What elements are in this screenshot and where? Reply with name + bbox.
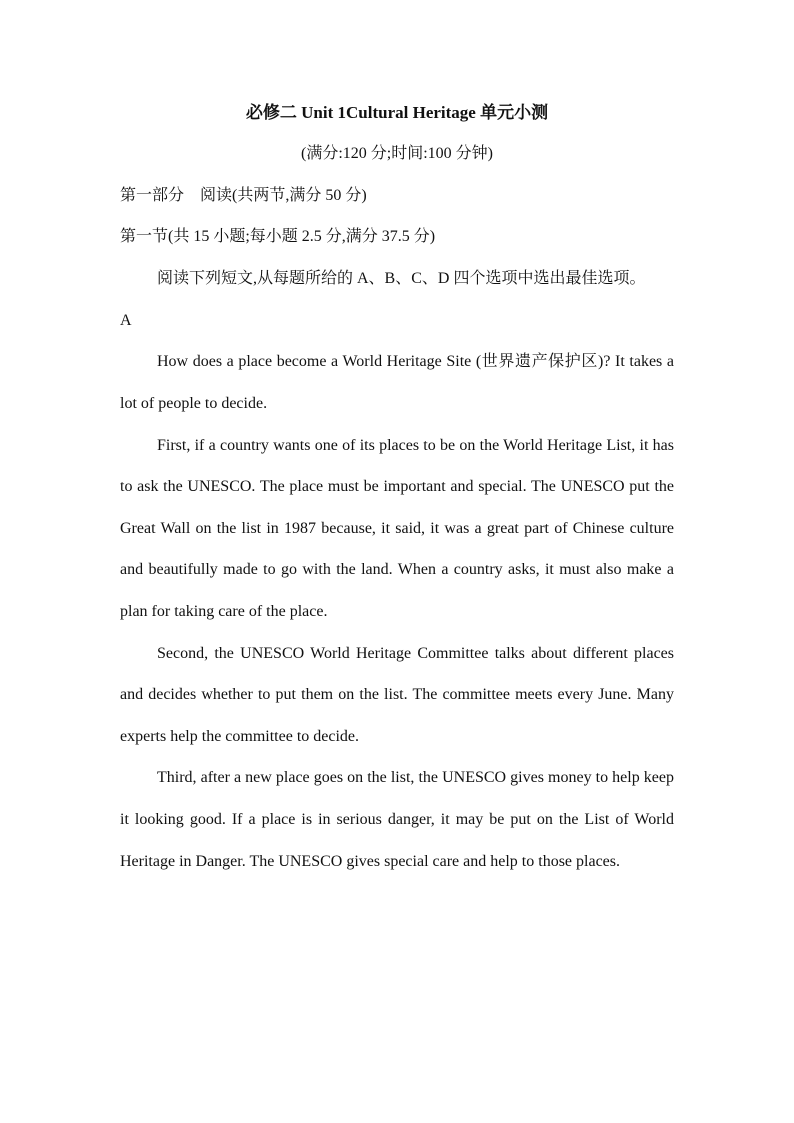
exam-page [120,102,674,882]
passage-paragraph-2: First, if a country wants one of its places to be on the World Heritage List, it has to ask the UNESCO. The place must be important and special. The UNESCO put the Great Wall on the list in 1987 because, it said, it was a great part of Chinese culture and beautifully made to go with the land. When a country asks, it must also make a plan for taking care of the place. [120,436,674,621]
passage-paragraph-4: Third, after a new place goes on the list, the UNESCO gives money to help keep it looking good. If a place is in serious danger, it may be put on the List of World Heritage in Danger. The UNESCO gives special care and help to those places. [120,769,674,870]
score-time-info: (满分:120 分;时间:100 分钟) [301,145,493,162]
part-one-heading: 第一部分 阅读(共两节,满分 50 分) [120,186,367,204]
instruction-text: 阅读下列短文,从每题所给的 A、B、C、D 四个选项中选出最佳选项。 [157,270,646,288]
passage-label: A [120,311,132,329]
passage-paragraph-3: Second, the UNESCO World Heritage Committee talks about different places and decides whether to put them on the list. The committee meets every June. Many experts help the committee to decide. [120,644,674,745]
passage-paragraph-1: How does a place become a World Heritage Site (世界遗产保护区)? It takes a lot of people to decide. [120,353,674,413]
page-title: 必修二 Unit 1Cultural Heritage 单元小测 [245,103,549,122]
section-one-heading: 第一节(共 15 小题;每小题 2.5 分,满分 37.5 分) [120,228,436,246]
